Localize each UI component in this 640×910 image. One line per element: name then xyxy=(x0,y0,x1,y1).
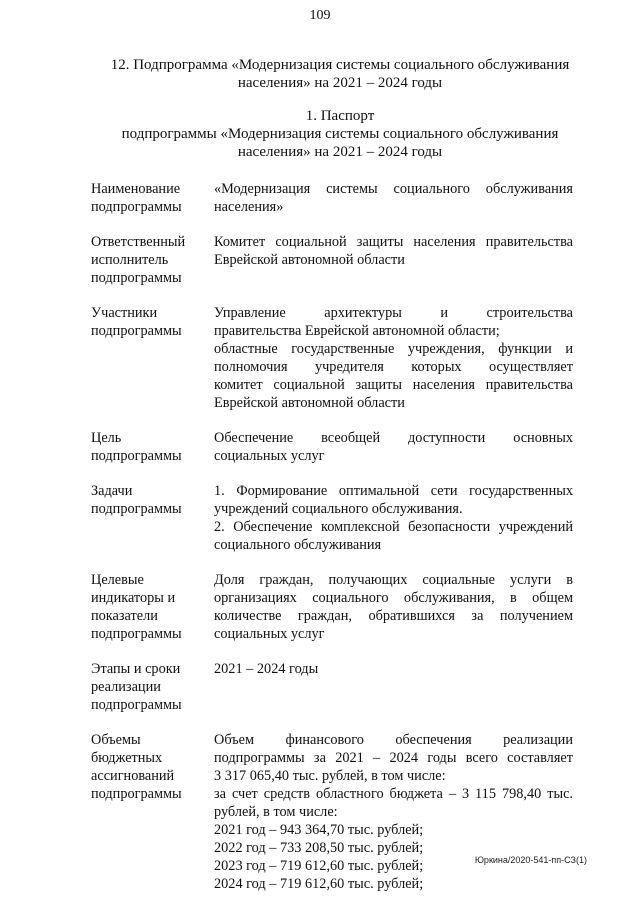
passport-row-participants xyxy=(91,304,573,412)
row-value-line: населения» xyxy=(214,199,284,215)
row-value-line: «Модернизация системы социального обслуживания xyxy=(214,181,573,197)
passport-table xyxy=(91,180,573,910)
row-label xyxy=(91,429,214,465)
passport-title-line: населения» на 2021 – 2024 годы xyxy=(237,144,443,160)
row-value-line: учреждений социального обслуживания. xyxy=(214,501,463,517)
row-value-line: социальных услуг xyxy=(214,626,325,642)
passport-title-line: подпрограммы «Модернизация системы социального обслуживания xyxy=(121,126,559,142)
row-value-line: Объем финансового обеспечения реализации xyxy=(214,732,573,748)
row-value-line: социального обслуживания xyxy=(214,537,382,553)
row-value-line: 3 317 065,40 тыс. рублей, в том числе: xyxy=(214,768,446,784)
passport-row-stages xyxy=(91,660,573,714)
footer-document-code: Юркина/2020-541-пп-СЗ(1) xyxy=(474,855,587,865)
row-label xyxy=(91,180,214,216)
row-value-line: 2. Обеспечение комплексной безопасности учреждений xyxy=(214,519,573,535)
row-label-line: Участники xyxy=(91,305,158,321)
row-value-line: Доля граждан, получающих социальные услуги в xyxy=(214,572,573,588)
row-label-line: Ответственный xyxy=(91,234,186,250)
row-label-line: реализации xyxy=(91,679,161,695)
page-number: 109 xyxy=(309,8,331,23)
row-label-line: подпрограммы xyxy=(91,626,182,642)
section-title-line: 12. Подпрограмма «Модернизация системы социального обслуживания xyxy=(110,57,570,73)
row-value-line: Еврейской автономной области xyxy=(214,395,405,411)
row-value-line: организациях социального обслуживания, в общем xyxy=(214,590,573,606)
row-value-line: за счет средств областного бюджета – 3 115 798,40 тыс. xyxy=(214,786,573,802)
row-label-line: Целевые xyxy=(91,572,144,588)
row-value-line: 1. Формирование оптимальной сети государственных xyxy=(214,483,573,499)
row-value xyxy=(214,571,573,643)
row-label-line: подпрограммы xyxy=(91,199,182,215)
row-label xyxy=(91,571,214,643)
row-value-line: правительства Еврейской автономной области; xyxy=(214,323,500,339)
passport-title xyxy=(100,107,580,161)
row-label xyxy=(91,233,214,287)
row-value-line: Обеспечение всеобщей доступности основных xyxy=(214,430,573,446)
row-value-line: социальных услуг xyxy=(214,448,325,464)
row-value-line: 2021 год – 943 364,70 тыс. рублей; xyxy=(214,822,424,838)
row-value-line: подпрограммы за 2021 – 2024 годы всего составляет xyxy=(214,750,573,766)
row-label-line: подпрограммы xyxy=(91,697,182,713)
row-value xyxy=(214,233,573,287)
passport-row-indicators xyxy=(91,571,573,643)
row-label-line: Задачи xyxy=(91,483,133,499)
row-label xyxy=(91,731,214,893)
passport-title-line: 1. Паспорт xyxy=(305,108,375,124)
row-value-line: 2022 год – 733 208,50 тыс. рублей; xyxy=(214,840,424,856)
row-label xyxy=(91,304,214,412)
row-label-line: исполнитель xyxy=(91,252,169,268)
row-label-line: подпрограммы xyxy=(91,448,182,464)
row-label xyxy=(91,660,214,714)
row-label-line: ассигнований xyxy=(91,768,175,784)
row-value xyxy=(214,304,573,412)
row-value xyxy=(214,482,573,554)
section-title-line: населения» на 2021 – 2024 годы xyxy=(237,75,443,91)
row-label xyxy=(91,482,214,554)
row-value xyxy=(214,429,573,465)
row-value-line: количестве граждан, обратившихся за получением xyxy=(214,608,573,624)
row-value-line: рублей, в том числе: xyxy=(214,804,338,820)
row-value-line: полномочия учредителя которых осуществляет xyxy=(214,359,573,375)
row-value-line: Комитет социальной защиты населения правительства xyxy=(214,234,573,250)
passport-row-tasks xyxy=(91,482,573,554)
row-value-line: 2024 год – 719 612,60 тыс. рублей; xyxy=(214,876,424,892)
row-label-line: Наименование xyxy=(91,181,181,197)
row-value xyxy=(214,180,573,216)
row-label-line: подпрограммы xyxy=(91,501,182,517)
row-value xyxy=(214,731,573,893)
row-label-line: подпрограммы xyxy=(91,270,182,286)
row-label-line: бюджетных xyxy=(91,750,163,766)
row-value-line: комитет социальной защиты населения правительства xyxy=(214,377,573,393)
row-label-line: подпрограммы xyxy=(91,786,182,802)
row-label-line: Этапы и сроки xyxy=(91,661,181,677)
passport-row-executor xyxy=(91,233,573,287)
row-label-line: подпрограммы xyxy=(91,323,182,339)
passport-row-name xyxy=(91,180,573,216)
row-value-line: областные государственные учреждения, функции и xyxy=(214,341,573,357)
section-title xyxy=(100,56,580,92)
row-label-line: индикаторы и xyxy=(91,590,176,606)
row-value xyxy=(214,660,573,714)
row-label-line: Цель xyxy=(91,430,122,446)
passport-row-funding xyxy=(91,731,573,893)
row-value-line: 2023 год – 719 612,60 тыс. рублей; xyxy=(214,858,424,874)
row-label-line: показатели xyxy=(91,608,158,624)
row-value-line: Управление архитектуры и строительства xyxy=(214,305,573,321)
passport-row-goal xyxy=(91,429,573,465)
row-label-line: Объемы xyxy=(91,732,141,748)
row-value-line: 2021 – 2024 годы xyxy=(214,661,319,677)
row-value-line: Еврейской автономной области xyxy=(214,252,405,268)
